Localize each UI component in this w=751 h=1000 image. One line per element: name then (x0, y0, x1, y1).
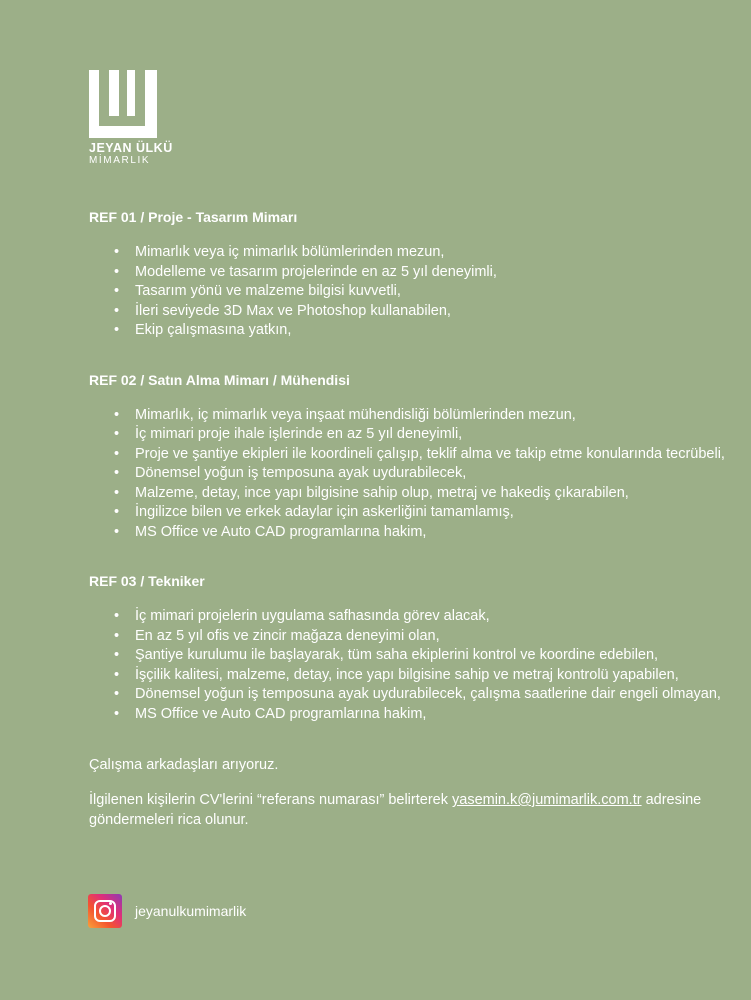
list-item: • Modelleme ve tasarım projelerinde en az 5 yıl deneyimli, (109, 263, 709, 283)
ref-title: REF 02 / Satın Alma Mimarı / Mühendisi (89, 371, 350, 388)
apply-text-after: adresine göndermeleri rica olunur. (89, 792, 702, 828)
list-item: • İngilizce bilen ve erkek adaylar için askerliğini tamamlamış, (109, 503, 709, 523)
requirements-list (89, 607, 721, 724)
requirements-list (89, 243, 709, 341)
list-item: • Mimarlık veya iç mimarlık bölümlerinden mezun, (109, 243, 709, 263)
list-item: • Proje ve şantiye ekipleri ile koordineli çalışıp, teklif alma ve takip etme konularında tecrübeli, (109, 445, 709, 465)
ref-section-03 (89, 572, 721, 724)
list-item: • Mimarlık, iç mimarlık veya inşaat mühendisliği bölümlerinden mezun, (109, 406, 709, 426)
logo-subtitle: MİMARLIK (89, 155, 151, 166)
list-item: • MS Office ve Auto CAD programlarına hakim, (109, 523, 709, 543)
instagram-handle[interactable]: jeyanulkumimarlik (135, 903, 247, 919)
apply-instructions (89, 791, 709, 830)
email-link[interactable]: yasemin.k@jumimarlik.com.tr (452, 792, 642, 808)
list-item: • İç mimari projelerin uygulama safhasında görev alacak, (109, 607, 709, 627)
list-item: • İç mimari proje ihale işlerinde en az 5 yıl deneyimli, (109, 425, 709, 445)
logo-name: JEYAN ÜLKÜ (89, 141, 173, 155)
job-posting (89, 208, 725, 830)
list-item: • Dönemsel yoğun iş temposuna ayak uydurabilecek, çalışma saatlerine dair engeli olmayan, (109, 685, 709, 705)
list-item: • Ekip çalışmasına yatkın, (109, 321, 709, 341)
company-logo (89, 70, 173, 167)
list-item: • Malzeme, detay, ince yapı bilgisine sahip olup, metraj ve hakediş çıkarabilen, (109, 484, 709, 504)
ref-title: REF 01 / Proje - Tasarım Mimarı (89, 209, 298, 225)
list-item: • Şantiye kurulumu ile başlayarak, tüm saha ekiplerini kontrol ve koordine edebilen, (109, 646, 709, 666)
requirements-list (89, 406, 725, 543)
ref-section-02 (89, 371, 725, 543)
instagram-link[interactable] (88, 894, 246, 928)
apply-text-before: İlgilenen kişilerin CV'lerini “referans numarası” belirterek (89, 792, 452, 808)
list-item: • İleri seviyede 3D Max ve Photoshop kullanabilen, (109, 302, 709, 322)
list-item: • MS Office ve Auto CAD programlarına hakim, (109, 705, 709, 725)
list-item: • İşçilik kalitesi, malzeme, detay, ince yapı bilgisine sahip ve metraj kontrolü yapabilen, (109, 666, 709, 686)
instagram-icon[interactable] (88, 894, 122, 928)
list-item: • Tasarım yönü ve malzeme bilgisi kuvvetli, (109, 282, 709, 302)
ref-section-01 (89, 208, 709, 341)
list-item: • En az 5 yıl ofis ve zincir mağaza deneyimi olan, (109, 627, 709, 647)
logo-mark-icon (89, 70, 157, 138)
list-item: • Dönemsel yoğun iş temposuna ayak uydurabilecek, (109, 464, 709, 484)
ref-title: REF 03 / Tekniker (89, 573, 205, 589)
looking-for-text: Çalışma arkadaşları arıyoruz. (89, 757, 279, 773)
